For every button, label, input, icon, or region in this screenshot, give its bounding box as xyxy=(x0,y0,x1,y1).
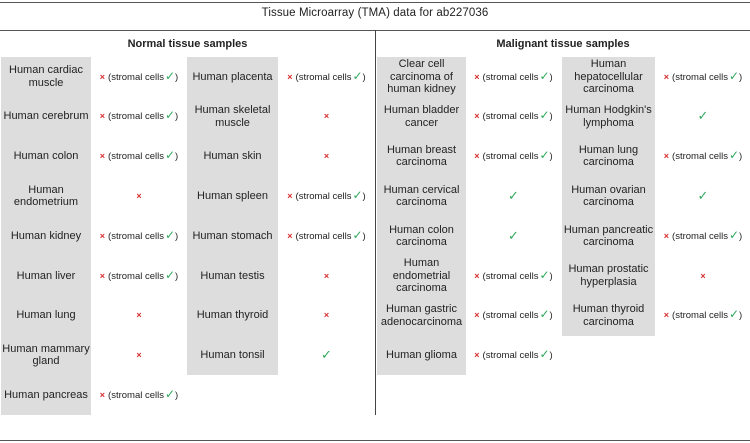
check-icon: ✓ xyxy=(352,188,363,203)
tissue-name: Human thyroid carcinoma xyxy=(562,296,655,336)
check-icon: ✓ xyxy=(728,68,740,83)
cross-icon: × xyxy=(474,310,480,321)
tissue-name: Human placenta xyxy=(187,57,278,97)
result-cell xyxy=(467,97,560,137)
check-icon: ✓ xyxy=(164,148,176,163)
result-cell xyxy=(656,296,750,336)
cross-icon: × xyxy=(99,390,106,401)
stromal-close: ) xyxy=(549,350,553,362)
stromal-result xyxy=(287,189,365,204)
stromal-label: (stromal cells xyxy=(482,71,539,83)
normal-heading: Normal tissue samples xyxy=(127,38,248,50)
cross-icon: × xyxy=(323,270,330,281)
tissue-name: Human kidney xyxy=(1,216,91,256)
tissue-name: Human cerebrum xyxy=(1,97,91,137)
stromal-close: ) xyxy=(362,71,366,83)
stromal-label: (stromal cells xyxy=(295,71,352,83)
normal-left-results xyxy=(92,57,186,415)
stromal-label: (stromal cells xyxy=(672,151,728,163)
malignant-right-names xyxy=(562,57,655,336)
tissue-name: Human mammary gland xyxy=(1,336,91,376)
check-icon: ✓ xyxy=(728,227,740,242)
tissue-name: Human lung xyxy=(1,296,91,336)
result-cell xyxy=(467,216,560,256)
malignant-left-results xyxy=(467,57,560,375)
check-icon: ✓ xyxy=(164,267,176,282)
result-cell xyxy=(279,137,374,177)
result-cell xyxy=(656,256,750,296)
tissue-name: Human colon carcinoma xyxy=(377,216,466,256)
stromal-result xyxy=(287,70,365,85)
check-icon: ✓ xyxy=(321,347,332,363)
stromal-label: (stromal cells xyxy=(672,310,728,322)
stromal-close: ) xyxy=(739,230,743,242)
check-icon: ✓ xyxy=(539,68,550,83)
result-cell xyxy=(467,176,560,216)
result-cell xyxy=(467,296,560,336)
stromal-label: (stromal cells xyxy=(482,111,539,123)
cross-icon: × xyxy=(287,191,293,202)
stromal-label: (stromal cells xyxy=(108,71,164,83)
tissue-name: Human prostatic hyperplasia xyxy=(562,256,655,296)
cross-icon: × xyxy=(136,310,142,321)
check-icon: ✓ xyxy=(728,307,740,322)
stromal-label: (stromal cells xyxy=(482,350,539,362)
stromal-close: ) xyxy=(175,111,179,123)
stromal-result xyxy=(100,70,178,85)
section-divider xyxy=(375,30,376,415)
tissue-name: Human stomach xyxy=(187,216,278,256)
stromal-label: (stromal cells xyxy=(295,191,352,203)
stromal-result xyxy=(100,388,178,403)
check-icon: ✓ xyxy=(352,227,363,242)
stromal-result xyxy=(100,269,178,284)
top-rule xyxy=(0,2,750,3)
malignant-heading: Malignant tissue samples xyxy=(496,38,630,50)
result-cell xyxy=(656,137,750,177)
check-icon: ✓ xyxy=(164,68,176,83)
stromal-result xyxy=(100,109,178,124)
stromal-close: ) xyxy=(549,151,553,163)
cross-icon: × xyxy=(700,270,706,281)
stromal-close: ) xyxy=(175,230,179,242)
cross-icon: × xyxy=(323,111,330,122)
stromal-label: (stromal cells xyxy=(482,151,539,163)
cross-icon: × xyxy=(136,191,142,202)
result-cell xyxy=(656,97,750,137)
cross-icon: × xyxy=(136,350,142,361)
result-cell xyxy=(279,176,374,216)
stromal-close: ) xyxy=(175,390,179,402)
result-cell xyxy=(656,57,750,97)
normal-left-names xyxy=(1,57,91,415)
stromal-result xyxy=(100,149,178,164)
stromal-label: (stromal cells xyxy=(108,151,164,163)
stromal-label: (stromal cells xyxy=(672,71,728,83)
stromal-close: ) xyxy=(175,270,179,282)
result-cell xyxy=(92,296,186,336)
tissue-name: Human Hodgkin's lymphoma xyxy=(562,97,655,137)
stromal-close: ) xyxy=(549,71,553,83)
check-icon: ✓ xyxy=(164,387,176,402)
stromal-close: ) xyxy=(362,230,366,242)
cross-icon: × xyxy=(663,151,670,162)
cross-icon: × xyxy=(663,230,670,241)
tissue-name: Human lung carcinoma xyxy=(562,137,655,177)
check-icon: ✓ xyxy=(508,188,519,204)
stromal-close: ) xyxy=(739,151,743,163)
normal-right-names xyxy=(187,57,278,375)
bottom-rule xyxy=(0,440,750,441)
tissue-name: Human cervical carcinoma xyxy=(377,176,466,216)
cross-icon: × xyxy=(474,151,480,162)
tissue-name: Human gastric adenocarcinoma xyxy=(377,296,466,336)
stromal-label: (stromal cells xyxy=(108,111,164,123)
stromal-result xyxy=(664,70,742,85)
cross-icon: × xyxy=(99,111,106,122)
stromal-result xyxy=(100,229,178,244)
check-icon: ✓ xyxy=(539,307,550,322)
malignant-right-results xyxy=(656,57,750,336)
cross-icon: × xyxy=(99,71,106,82)
result-cell xyxy=(467,137,560,177)
tissue-name: Human bladder cancer xyxy=(377,97,466,137)
tissue-name: Human endometrium xyxy=(1,176,91,216)
tissue-name: Human skin xyxy=(187,137,278,177)
stromal-close: ) xyxy=(175,71,179,83)
result-cell xyxy=(467,57,560,97)
stromal-label: (stromal cells xyxy=(482,270,539,282)
stromal-close: ) xyxy=(739,310,743,322)
cross-icon: × xyxy=(99,270,106,281)
malignant-left-names xyxy=(377,57,466,375)
cross-icon: × xyxy=(474,71,480,82)
check-icon: ✓ xyxy=(539,347,550,362)
result-cell xyxy=(92,176,186,216)
check-icon: ✓ xyxy=(539,108,550,123)
tissue-name: Human breast carcinoma xyxy=(377,137,466,177)
cross-icon: × xyxy=(474,350,480,361)
stromal-label: (stromal cells xyxy=(108,390,164,402)
cross-icon: × xyxy=(474,111,480,122)
check-icon: ✓ xyxy=(697,108,709,124)
cross-icon: × xyxy=(287,230,293,241)
check-icon: ✓ xyxy=(164,108,176,123)
result-cell xyxy=(467,336,560,376)
result-cell xyxy=(92,57,186,97)
result-cell xyxy=(279,97,374,137)
result-cell xyxy=(279,296,374,336)
stromal-close: ) xyxy=(739,71,743,83)
stromal-label: (stromal cells xyxy=(108,270,164,282)
stromal-result xyxy=(287,229,365,244)
result-cell xyxy=(279,336,374,376)
figure-title: Tissue Microarray (TMA) data for ab227036 xyxy=(261,7,489,19)
normal-right-results xyxy=(279,57,374,375)
cross-icon: × xyxy=(287,71,293,82)
cross-icon: × xyxy=(323,151,330,162)
result-cell xyxy=(656,176,750,216)
result-cell xyxy=(467,256,560,296)
stromal-label: (stromal cells xyxy=(295,230,352,242)
tissue-name: Human liver xyxy=(1,256,91,296)
result-cell xyxy=(92,97,186,137)
check-icon: ✓ xyxy=(728,148,740,163)
tissue-name: Human spleen xyxy=(187,176,278,216)
tissue-name: Human pancreatic carcinoma xyxy=(562,216,655,256)
result-cell xyxy=(92,216,186,256)
tissue-name: Human pancreas xyxy=(1,375,91,415)
result-cell xyxy=(92,375,186,415)
tissue-name: Human skeletal muscle xyxy=(187,97,278,137)
cross-icon: × xyxy=(99,230,106,241)
stromal-label: (stromal cells xyxy=(672,230,728,242)
stromal-result xyxy=(474,308,552,323)
cross-icon: × xyxy=(663,71,670,82)
stromal-close: ) xyxy=(549,310,553,322)
stromal-close: ) xyxy=(362,191,366,203)
check-icon: ✓ xyxy=(508,227,519,243)
result-cell xyxy=(92,137,186,177)
stromal-result xyxy=(474,70,552,85)
result-cell xyxy=(279,57,374,97)
tissue-name: Human colon xyxy=(1,137,91,177)
tissue-name: Human endometrial carcinoma xyxy=(377,256,466,296)
check-icon: ✓ xyxy=(352,68,363,83)
stromal-close: ) xyxy=(549,270,553,282)
stromal-result xyxy=(664,149,742,164)
check-icon: ✓ xyxy=(539,148,550,163)
stromal-label: (stromal cells xyxy=(108,230,164,242)
stromal-result xyxy=(474,348,552,363)
cross-icon: × xyxy=(99,151,106,162)
stromal-result xyxy=(474,269,552,284)
stromal-close: ) xyxy=(175,151,179,163)
stromal-close: ) xyxy=(549,111,553,123)
result-cell xyxy=(279,216,374,256)
tissue-name: Human tonsil xyxy=(187,336,278,376)
result-cell xyxy=(92,336,186,376)
tissue-name: Human ovarian carcinoma xyxy=(562,176,655,216)
stromal-result xyxy=(474,109,552,124)
tissue-name: Human cardiac muscle xyxy=(1,57,91,97)
tissue-name: Human hepatocellular carcinoma xyxy=(562,57,655,97)
stromal-result xyxy=(474,149,552,164)
check-icon: ✓ xyxy=(697,188,709,204)
tissue-name: Human testis xyxy=(187,256,278,296)
tissue-name: Human thyroid xyxy=(187,296,278,336)
cross-icon: × xyxy=(663,310,670,321)
cross-icon: × xyxy=(474,270,480,281)
tissue-name: Clear cell carcinoma of human kidney xyxy=(377,57,466,97)
result-cell xyxy=(92,256,186,296)
check-icon: ✓ xyxy=(539,267,550,282)
tissue-name: Human glioma xyxy=(377,336,466,376)
result-cell xyxy=(656,216,750,256)
cross-icon: × xyxy=(323,310,330,321)
result-cell xyxy=(279,256,374,296)
stromal-result xyxy=(664,308,742,323)
check-icon: ✓ xyxy=(164,227,176,242)
stromal-result xyxy=(664,229,742,244)
stromal-label: (stromal cells xyxy=(482,310,539,322)
